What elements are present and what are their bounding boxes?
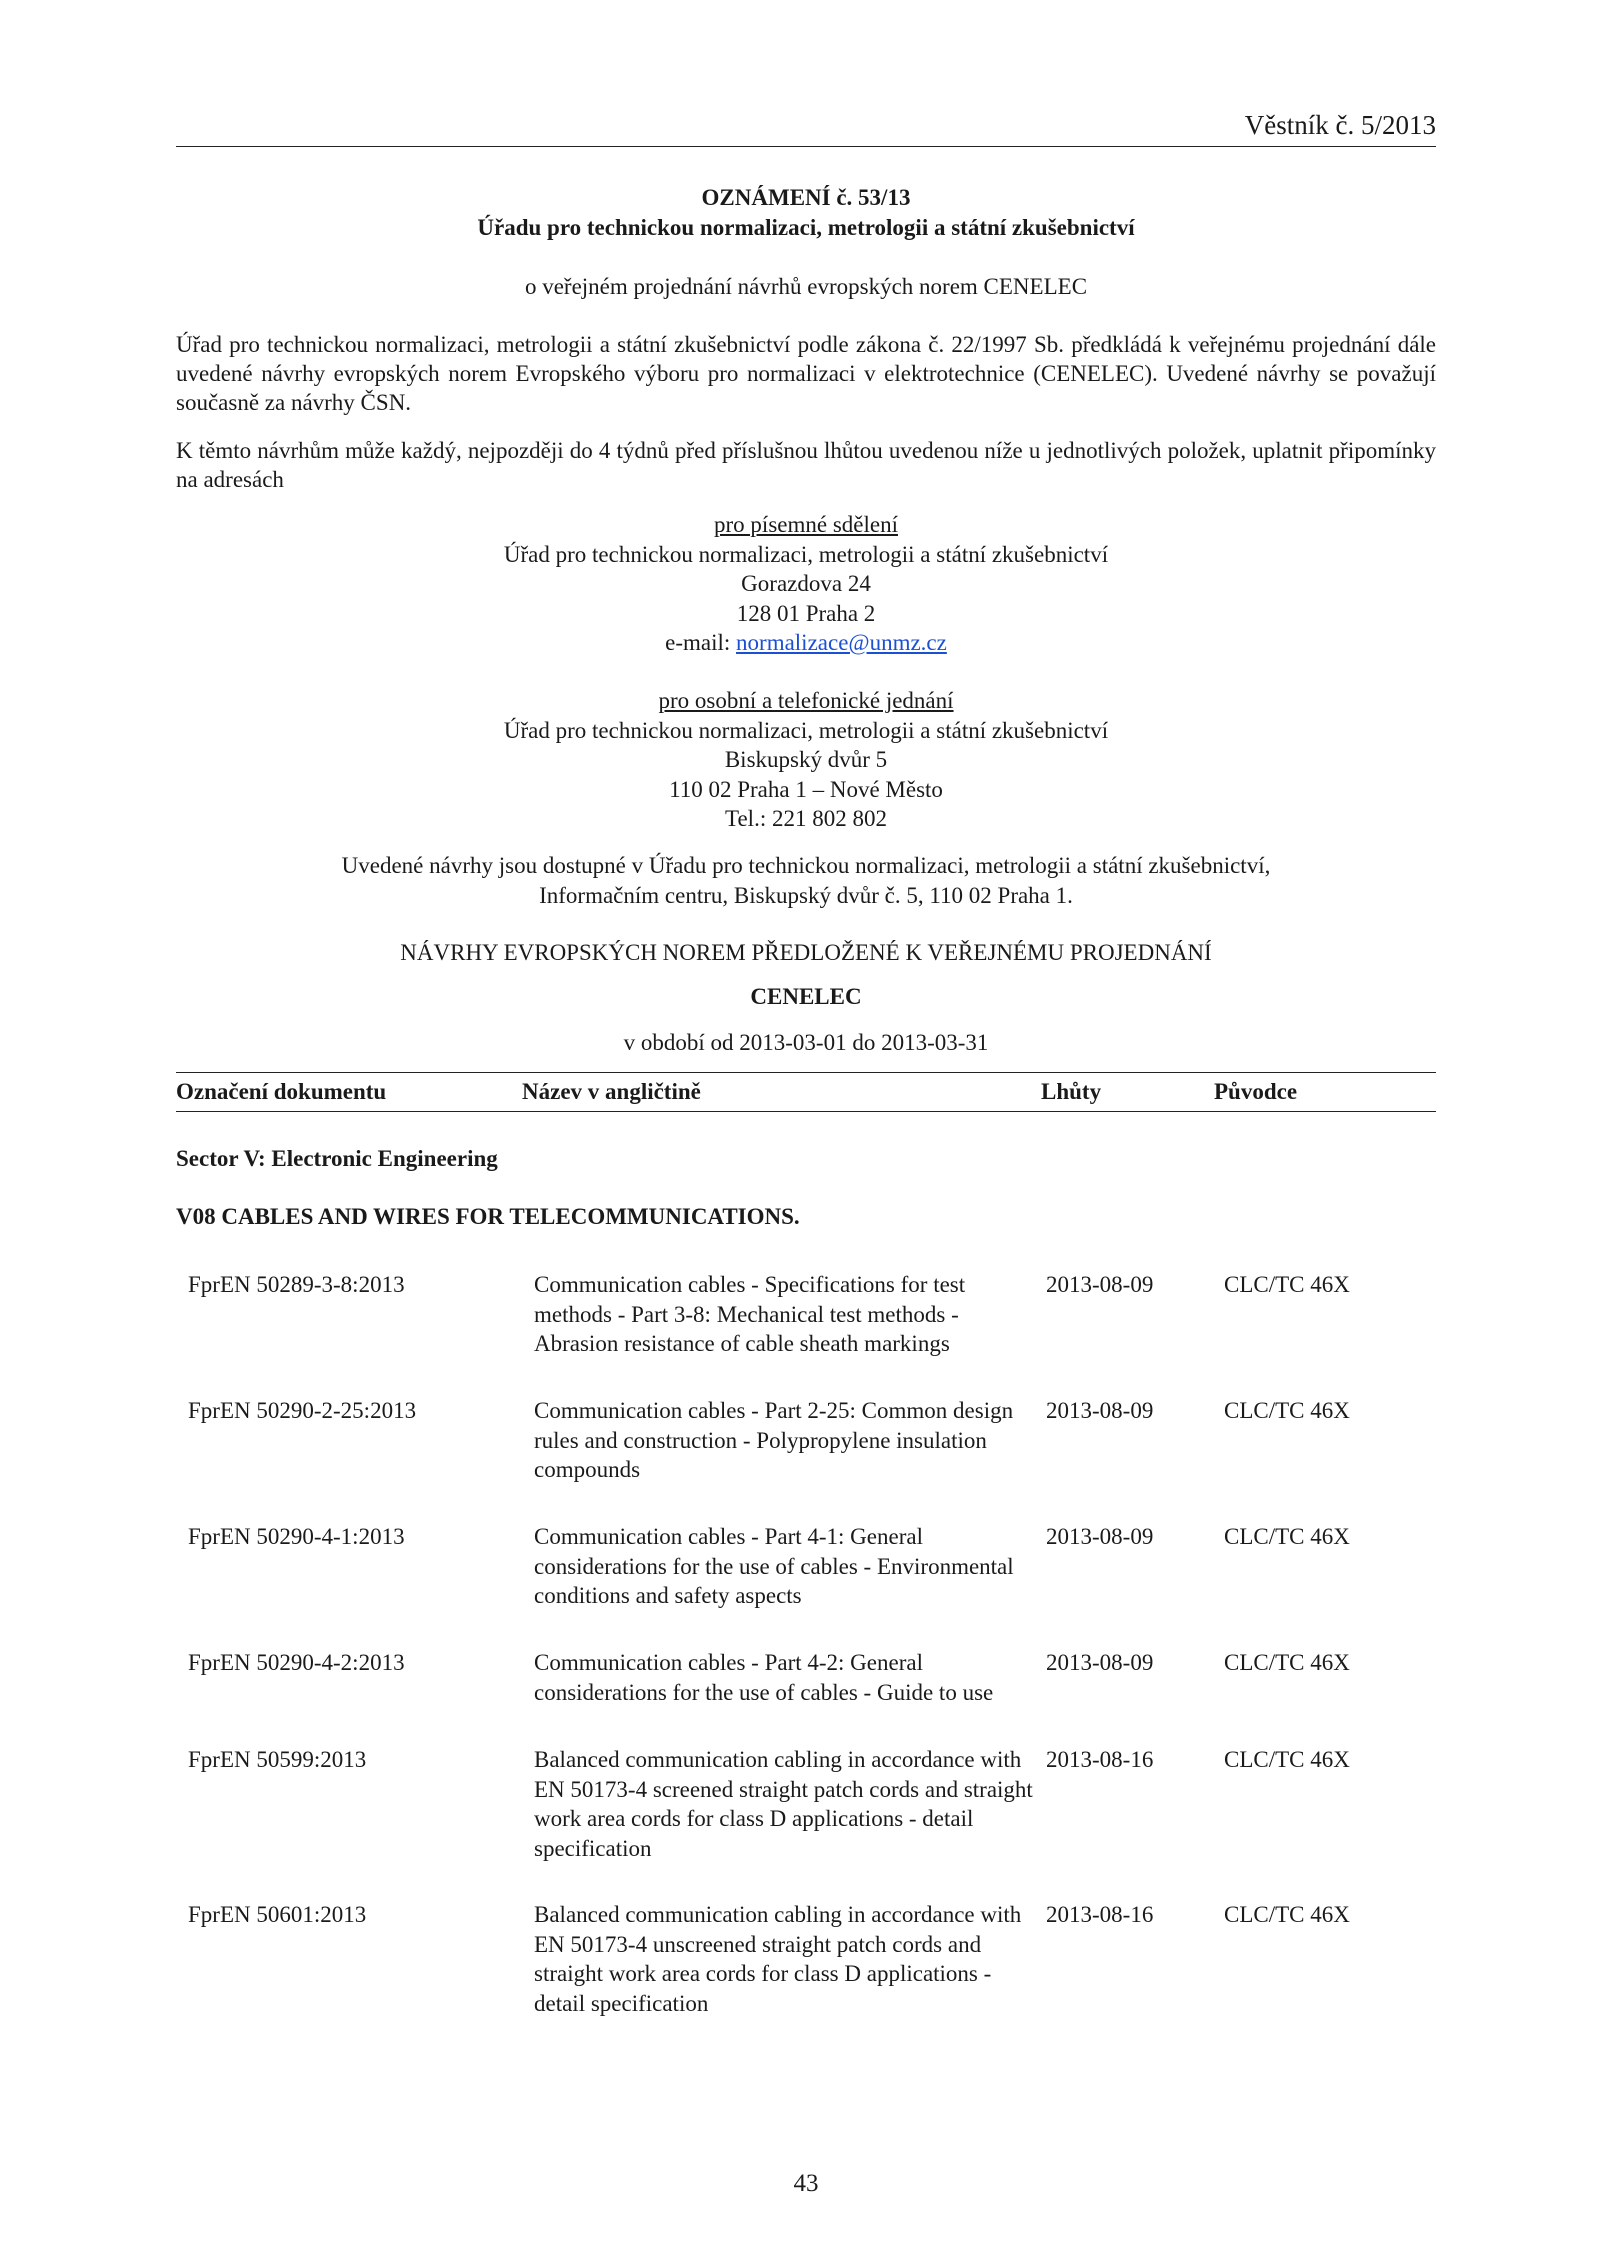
header-divider bbox=[176, 146, 1436, 147]
journal-header: Věstník č. 5/2013 bbox=[1244, 110, 1436, 140]
row-title: Communication cables - Specifications for test methods - Part 3-8: Mechanical test methods - Abrasion resistance of cable sheath markings bbox=[534, 1272, 966, 1356]
address-personal-phone: Tel.: 221 802 802 bbox=[725, 806, 887, 831]
page-number: 43 bbox=[793, 2170, 819, 2197]
notice-subject: o veřejném projednání návrhů evropských norem CENELEC bbox=[524, 274, 1088, 299]
row-title: Communication cables - Part 2-25: Common design rules and construction - Polypropylene insulation compounds bbox=[534, 1398, 1014, 1482]
address-written bbox=[176, 510, 1436, 658]
address-personal-street: Biskupský dvůr 5 bbox=[724, 747, 888, 772]
row-originator: CLC/TC 46X bbox=[1224, 1398, 1350, 1423]
header-document-code: Označení dokumentu bbox=[176, 1079, 387, 1104]
organization-heading: CENELEC bbox=[750, 984, 862, 1009]
row-originator: CLC/TC 46X bbox=[1224, 1272, 1350, 1297]
address-personal-org: Úřad pro technickou normalizaci, metrologii a státní zkušebnictví bbox=[503, 717, 1109, 743]
address-personal-city: 110 02 Praha 1 – Nové Město bbox=[669, 776, 943, 802]
notice-title: OZNÁMENÍ č. 53/13 bbox=[701, 185, 911, 210]
row-originator: CLC/TC 46X bbox=[1224, 1650, 1350, 1675]
table-header bbox=[176, 1072, 1436, 1112]
notice-title-block bbox=[176, 183, 1436, 243]
address-written-email-line bbox=[176, 628, 1436, 658]
group-heading: V08 CABLES AND WIRES FOR TELECOMMUNICATIONS. bbox=[176, 1204, 800, 1229]
row-originator: CLC/TC 46X bbox=[1224, 1524, 1350, 1549]
row-code: FprEN 50290-4-2:2013 bbox=[188, 1650, 405, 1675]
address-written-org: Úřad pro technickou normalizaci, metrologii a státní zkušebnictví bbox=[503, 541, 1109, 567]
sector-heading: Sector V: Electronic Engineering bbox=[176, 1146, 498, 1171]
row-code: FprEN 50290-4-1:2013 bbox=[188, 1524, 405, 1549]
period-line: v období od 2013-03-01 do 2013-03-31 bbox=[623, 1030, 989, 1055]
row-originator: CLC/TC 46X bbox=[1224, 1902, 1350, 1927]
intro-paragraph-1: Úřad pro technickou normalizaci, metrologii a státní zkušebnictví podle zákona č. 22/1997 Sb. předkládá k veřejnému projednání dále uvedené návrhy evropských norem Evropského výboru pro normalizaci v elektrotechnice (CENELEC). Uvedené návrhy se považují současně za návrhy ČSN. bbox=[176, 332, 1436, 415]
notice-authority: Úřadu pro technickou normalizaci, metrologii a státní zkušebnictví bbox=[477, 215, 1135, 240]
row-deadline: 2013-08-09 bbox=[1046, 1398, 1154, 1423]
row-title: Communication cables - Part 4-2: General considerations for the use of cables - Guide to use bbox=[534, 1650, 994, 1705]
header-originator: Původce bbox=[1214, 1079, 1298, 1104]
row-code: FprEN 50599:2013 bbox=[188, 1747, 367, 1772]
email-label: e-mail: bbox=[665, 630, 737, 655]
row-deadline: 2013-08-16 bbox=[1046, 1747, 1154, 1772]
row-deadline: 2013-08-09 bbox=[1046, 1272, 1154, 1297]
availability-line-2: Informačním centru, Biskupský dvůr č. 5, 110 02 Praha 1. bbox=[539, 882, 1073, 908]
availability-note bbox=[176, 851, 1436, 910]
header-english-title: Název v angličtině bbox=[522, 1079, 701, 1104]
row-originator: CLC/TC 46X bbox=[1224, 1747, 1350, 1772]
intro-paragraph-2: K těmto návrhům může každý, nejpozději do 4 týdnů před příslušnou lhůtou uvedenou níže u jednotlivých položek, uplatnit připomínky na adresách bbox=[176, 438, 1436, 492]
address-written-street: Gorazdova 24 bbox=[741, 571, 871, 596]
email-link[interactable]: normalizace@unmz.cz bbox=[736, 630, 947, 655]
row-deadline: 2013-08-16 bbox=[1046, 1902, 1154, 1927]
row-title: Balanced communication cabling in accordance with EN 50173-4 screened straight patch cords and straight work area cords for class D applications - detail specification bbox=[534, 1747, 1033, 1861]
row-code: FprEN 50290-2-25:2013 bbox=[188, 1398, 417, 1423]
address-personal bbox=[176, 686, 1436, 834]
row-deadline: 2013-08-09 bbox=[1046, 1650, 1154, 1675]
row-title: Balanced communication cabling in accordance with EN 50173-4 unscreened straight patch cords and straight work area cords for class D applications - detail specification bbox=[534, 1902, 1022, 2016]
header-deadline: Lhůty bbox=[1041, 1079, 1102, 1104]
availability-line-1: Uvedené návrhy jsou dostupné v Úřadu pro technickou normalizaci, metrologii a státní zkušebnictví, bbox=[341, 853, 1271, 878]
address-personal-heading: pro osobní a telefonické jednání bbox=[658, 688, 954, 713]
row-title: Communication cables - Part 4-1: General considerations for the use of cables - Environmental conditions and safety aspects bbox=[534, 1524, 1014, 1608]
row-code: FprEN 50601:2013 bbox=[188, 1902, 367, 1927]
row-code: FprEN 50289-3-8:2013 bbox=[188, 1272, 405, 1297]
address-written-heading: pro písemné sdělení bbox=[714, 512, 898, 537]
address-written-city: 128 01 Praha 2 bbox=[736, 600, 876, 626]
drafts-heading: NÁVRHY EVROPSKÝCH NOREM PŘEDLOŽENÉ K VEŘEJNÉMU PROJEDNÁNÍ bbox=[400, 940, 1212, 965]
row-deadline: 2013-08-09 bbox=[1046, 1524, 1154, 1549]
